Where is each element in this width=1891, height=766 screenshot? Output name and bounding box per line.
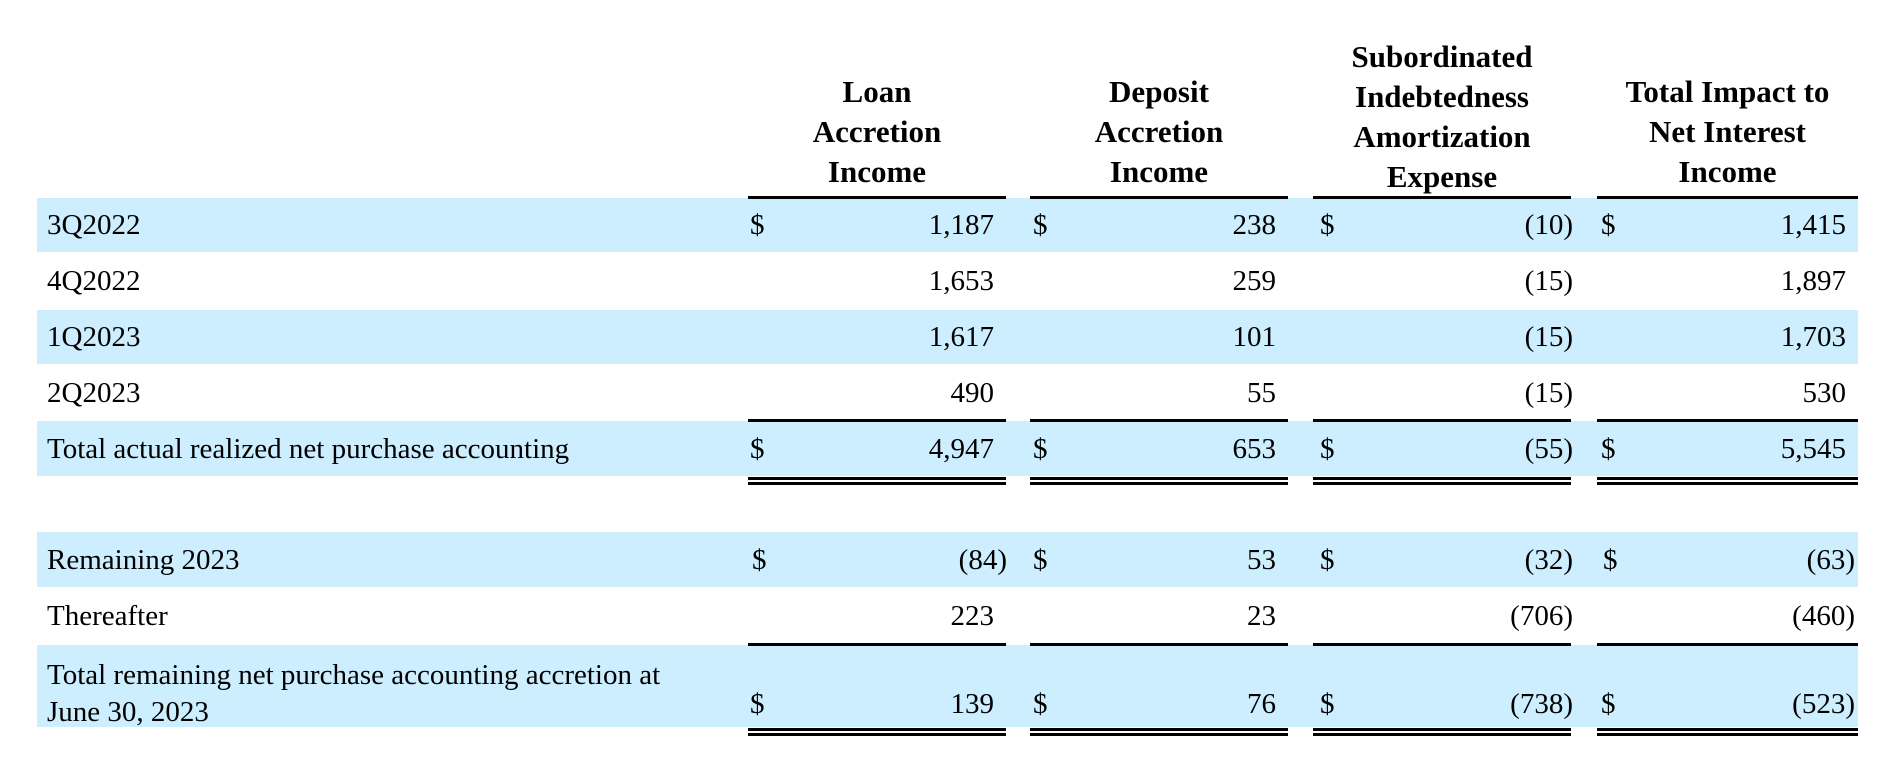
header-loan-accretion: Loan Accretion Income xyxy=(812,74,942,189)
subtotal-rule-deposit-2 xyxy=(1030,643,1288,646)
cell-deposit-2q2023: 55 xyxy=(1247,377,1276,409)
dollar-sign: $ xyxy=(1320,209,1335,241)
row-label-4q2022: 4Q2022 xyxy=(47,265,141,297)
total-double-rule-deposit-2 xyxy=(1030,728,1288,736)
cell-deposit-total-remaining: 76 xyxy=(1247,688,1276,720)
cell-total-thereafter: (460) xyxy=(1792,600,1855,632)
dollar-sign: $ xyxy=(1601,209,1616,241)
total-double-rule-total-impact xyxy=(1597,477,1858,485)
dollar-sign: $ xyxy=(1320,688,1335,720)
cell-subordinated-4q2022: (15) xyxy=(1524,265,1573,297)
cell-deposit-thereafter: 23 xyxy=(1247,600,1276,632)
subtotal-rule-subordinated-2 xyxy=(1313,643,1571,646)
total-double-rule-deposit xyxy=(1030,477,1288,485)
header-rule-total-impact xyxy=(1597,196,1858,199)
dollar-sign: $ xyxy=(750,688,765,720)
header-rule-loan xyxy=(748,196,1006,199)
dollar-sign: $ xyxy=(1601,433,1616,465)
subtotal-rule-total-impact xyxy=(1597,419,1858,422)
header-deposit-accretion: Deposit Accretion Income xyxy=(1094,74,1224,189)
dollar-sign: $ xyxy=(1033,209,1048,241)
cell-loan-4q2022: 1,653 xyxy=(928,265,994,297)
total-double-rule-loan xyxy=(748,477,1006,485)
cell-loan-1q2023: 1,617 xyxy=(928,321,994,353)
header-total-impact: Total Impact to Net Interest Income xyxy=(1625,74,1830,189)
header-rule-subordinated xyxy=(1313,196,1571,199)
cell-deposit-1q2023: 101 xyxy=(1232,321,1276,353)
dollar-sign: $ xyxy=(1033,688,1048,720)
cell-total-total-realized: 5,545 xyxy=(1780,433,1846,465)
cell-loan-2q2023: 490 xyxy=(950,377,994,409)
row-label-2q2023: 2Q2023 xyxy=(47,377,141,409)
cell-subordinated-thereafter: (706) xyxy=(1510,600,1573,632)
subtotal-rule-loan-2 xyxy=(748,643,1006,646)
row-label-remaining-2023: Remaining 2023 xyxy=(47,544,240,576)
cell-total-remaining-2023: (63) xyxy=(1806,544,1855,576)
dollar-sign: $ xyxy=(752,544,767,576)
subtotal-rule-total-impact-2 xyxy=(1597,643,1858,646)
subtotal-rule-subordinated xyxy=(1313,419,1571,422)
cell-subordinated-total-remaining: (738) xyxy=(1510,688,1573,720)
header-subordinated-indebtedness: Subordinated Indebtedness Amortization Expense xyxy=(1351,39,1533,194)
dollar-sign: $ xyxy=(1033,544,1048,576)
header-rule-deposit xyxy=(1030,196,1288,199)
cell-subordinated-3q2022: (10) xyxy=(1524,209,1573,241)
row-label-1q2023: 1Q2023 xyxy=(47,321,141,353)
cell-total-total-remaining: (523) xyxy=(1792,688,1855,720)
cell-subordinated-remaining-2023: (32) xyxy=(1524,544,1573,576)
cell-loan-3q2022: 1,187 xyxy=(928,209,994,241)
dollar-sign: $ xyxy=(750,433,765,465)
dollar-sign: $ xyxy=(1603,544,1618,576)
total-double-rule-total-impact-2 xyxy=(1597,728,1858,736)
dollar-sign: $ xyxy=(1601,688,1616,720)
row-label-thereafter: Thereafter xyxy=(47,600,168,632)
row-label-total-remaining-line2: June 30, 2023 xyxy=(47,696,209,728)
cell-subordinated-total-realized: (55) xyxy=(1524,433,1573,465)
cell-total-2q2023: 530 xyxy=(1802,377,1846,409)
row-label-total-realized: Total actual realized net purchase accounting xyxy=(47,433,570,465)
cell-loan-total-remaining: 139 xyxy=(950,688,994,720)
subtotal-rule-loan xyxy=(748,419,1006,422)
dollar-sign: $ xyxy=(750,209,765,241)
cell-loan-thereafter: 223 xyxy=(950,600,994,632)
row-label-3q2022: 3Q2022 xyxy=(47,209,141,241)
cell-deposit-remaining-2023: 53 xyxy=(1247,544,1276,576)
cell-deposit-3q2022: 238 xyxy=(1232,209,1276,241)
total-double-rule-subordinated xyxy=(1313,477,1571,485)
cell-total-1q2023: 1,703 xyxy=(1780,321,1846,353)
row-label-total-remaining-line1: Total remaining net purchase accounting accretion at xyxy=(47,659,661,691)
total-double-rule-subordinated-2 xyxy=(1313,728,1571,736)
total-double-rule-loan-2 xyxy=(748,728,1006,736)
subtotal-rule-deposit xyxy=(1030,419,1288,422)
cell-subordinated-2q2023: (15) xyxy=(1524,377,1573,409)
cell-subordinated-1q2023: (15) xyxy=(1524,321,1573,353)
dollar-sign: $ xyxy=(1320,544,1335,576)
cell-deposit-total-realized: 653 xyxy=(1232,433,1276,465)
dollar-sign: $ xyxy=(1320,433,1335,465)
cell-total-4q2022: 1,897 xyxy=(1780,265,1846,297)
cell-loan-total-realized: 4,947 xyxy=(928,433,994,465)
cell-loan-remaining-2023: (84) xyxy=(958,544,1007,576)
cell-deposit-4q2022: 259 xyxy=(1232,265,1276,297)
cell-total-3q2022: 1,415 xyxy=(1780,209,1846,241)
dollar-sign: $ xyxy=(1033,433,1048,465)
